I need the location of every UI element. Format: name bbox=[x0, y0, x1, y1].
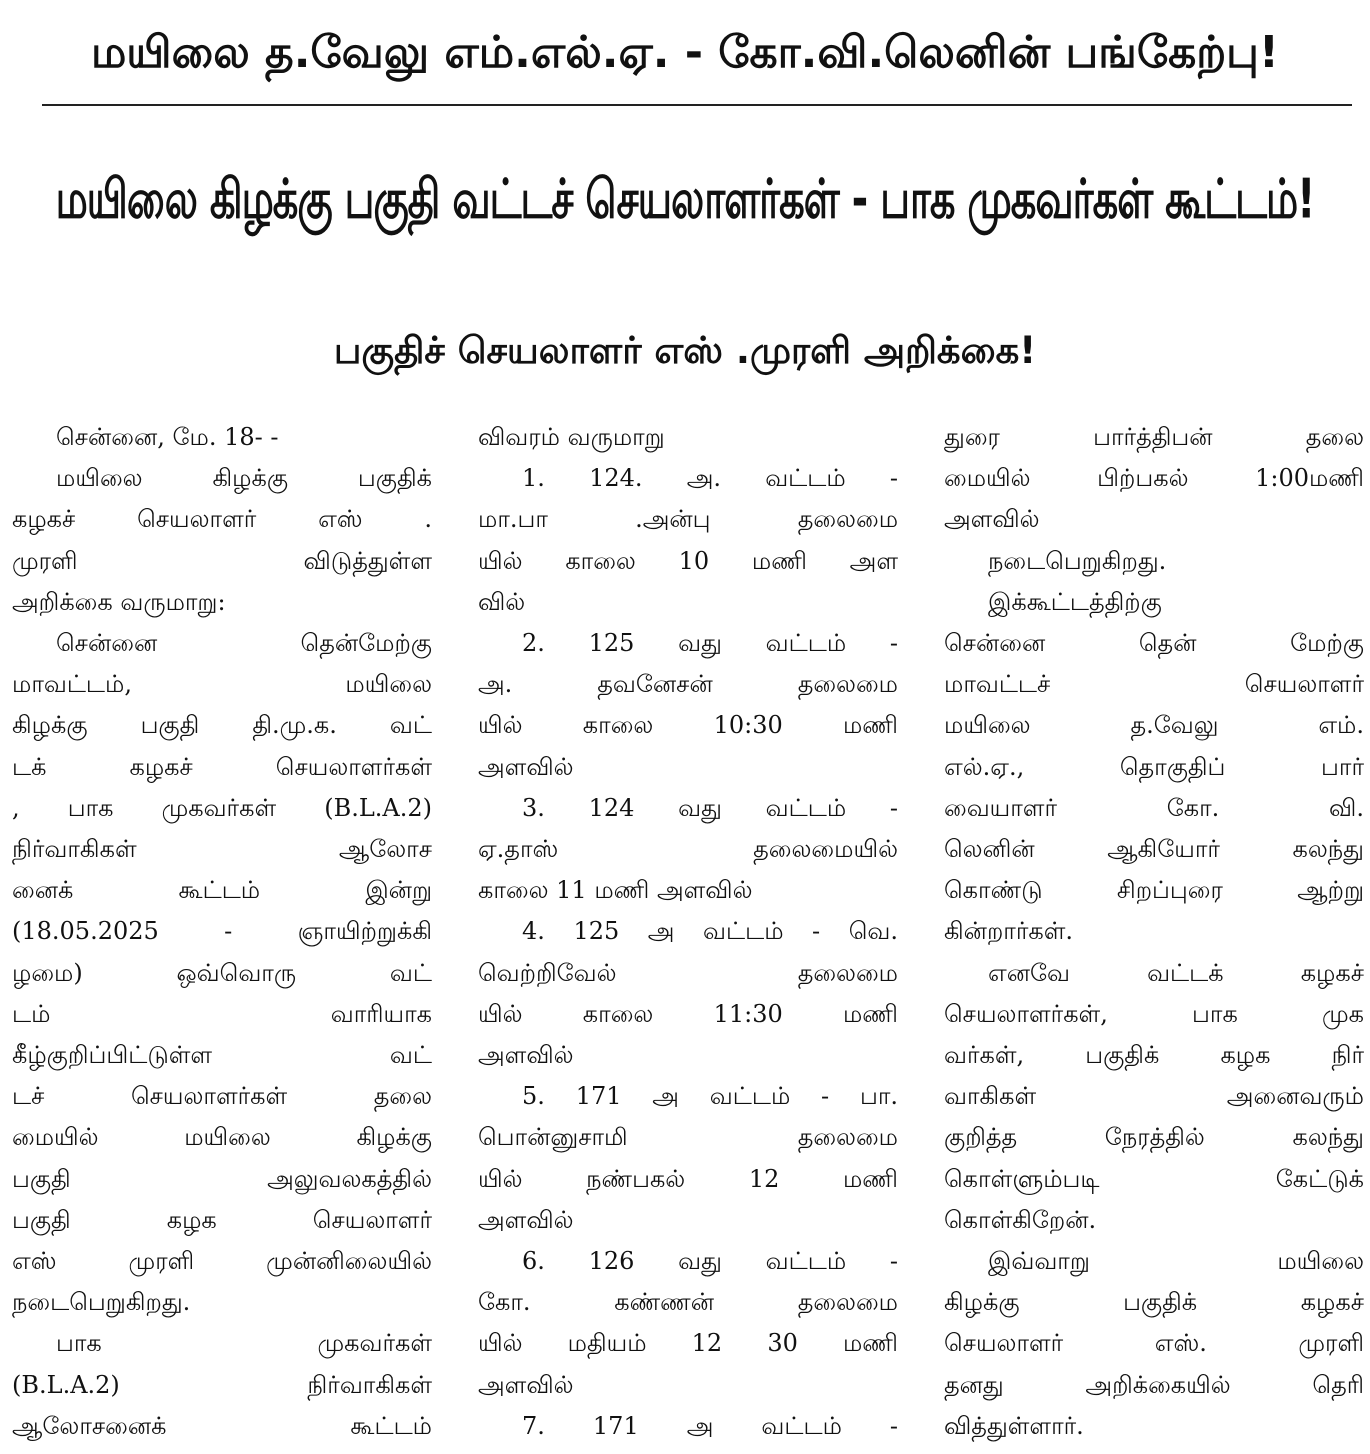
text-line: 7. 171 அ வட்டம் - bbox=[522, 1411, 898, 1440]
text-line: 6. 126 வது வட்டம் - bbox=[522, 1247, 898, 1276]
text-line: ழமை) ஒவ்வொரு வட் bbox=[12, 958, 432, 987]
text-line: வர்கள், பகுதிக் கழக நிர் bbox=[944, 1041, 1364, 1070]
headline-sub: பகுதிச் செயலாளர் எஸ் .முரளி அறிக்கை! bbox=[333, 329, 1037, 372]
text-line: கழகச் செயலாளர் எஸ் . bbox=[12, 505, 432, 534]
text-line: கீழ்குறிப்பிட்டுள்ள வட் bbox=[12, 1041, 432, 1070]
headline-line-1: மயிலை த.வேலு எம்.எல்.ஏ. - கோ.வி.லெனின் பங்கேற்பு! bbox=[91, 27, 1279, 78]
text-line: கொள்ளும்படி கேட்டுக் bbox=[944, 1164, 1364, 1193]
text-line: சென்னை தென்மேற்கு bbox=[56, 629, 432, 658]
text-line: அளவில் bbox=[478, 1041, 574, 1070]
text-line: வாகிகள் அனைவரும் bbox=[944, 1082, 1364, 1111]
text-line: மையில் மயிலை கிழக்கு bbox=[12, 1123, 432, 1152]
text-line: யில் காலை 10:30 மணி bbox=[478, 711, 898, 740]
text-line: வையாளர் கோ. வி. bbox=[944, 793, 1364, 822]
headline-main: மயிலை கிழக்கு பகுதி வட்டச் செயலாளர்கள் - பாக முகவர்கள் கூட்டம்! bbox=[55, 168, 1315, 232]
text-line: கொள்கிறேன். bbox=[944, 1205, 1097, 1234]
text-line: மயிலை த.வேலு எம். bbox=[944, 711, 1364, 740]
text-line: நிர்வாகிகள் ஆலோச bbox=[12, 835, 432, 864]
text-line: லெனின் ஆகியோர் கலந்து bbox=[944, 835, 1364, 864]
text-line: காலை 11 மணி அளவில் bbox=[478, 876, 753, 905]
text-line: 1. 124. அ. வட்டம் - bbox=[522, 464, 898, 493]
text-line: துரை பார்த்திபன் தலை bbox=[944, 423, 1364, 451]
text-line: ஏ.தாஸ் தலைமையில் bbox=[478, 835, 898, 864]
text-line: வெற்றிவேல் தலைமை bbox=[478, 958, 898, 987]
text-line: செயலாளர்கள், பாக முக bbox=[944, 999, 1364, 1028]
text-line: குறித்த நேரத்தில் கலந்து bbox=[944, 1123, 1364, 1152]
text-line: மா.பா .அன்பு தலைமை bbox=[478, 505, 898, 534]
text-line: எனவே வட்டக் கழகச் bbox=[988, 958, 1364, 987]
text-line: அளவில் bbox=[944, 505, 1040, 534]
text-line: கொண்டு சிறப்புரை ஆற்று bbox=[944, 876, 1364, 905]
text-line: யில் நண்பகல் 12 மணி bbox=[478, 1164, 898, 1193]
text-line: னைக் கூட்டம் இன்று bbox=[12, 876, 432, 905]
text-line: கிழக்கு பகுதி தி.மு.க. வட் bbox=[12, 711, 432, 740]
text-line: மாவட்டம், மயிலை bbox=[12, 670, 432, 699]
text-line: பகுதி அலுவலகத்தில் bbox=[12, 1164, 432, 1193]
text-line: அளவில் bbox=[478, 752, 574, 781]
text-line: நடைபெறுகிறது. bbox=[988, 546, 1167, 575]
text-line: முரளி விடுத்துள்ள bbox=[12, 546, 432, 575]
text-line: பொன்னுசாமி தலைமை bbox=[478, 1123, 898, 1152]
text-line: இவ்வாறு மயிலை bbox=[988, 1247, 1364, 1276]
text-line: இக்கூட்டத்திற்கு bbox=[988, 587, 1162, 616]
text-line: கோ. கண்ணன் தலைமை bbox=[478, 1288, 898, 1317]
article-column-3 bbox=[944, 417, 1364, 1447]
text-line: வில் bbox=[478, 587, 526, 616]
text-line: டச் செயலாளர்கள் தலை bbox=[12, 1082, 432, 1111]
text-line: தனது அறிக்கையில் தெரி bbox=[944, 1370, 1364, 1399]
text-line: சென்னை தென் மேற்கு bbox=[944, 629, 1364, 658]
text-line: பாக முகவர்கள் bbox=[56, 1329, 432, 1358]
text-line: 3. 124 வது வட்டம் - bbox=[522, 793, 898, 822]
text-line: ஆலோசனைக் கூட்டம் bbox=[12, 1411, 432, 1440]
text-line: , பாக முகவர்கள் (B.L.A.2) bbox=[12, 793, 432, 822]
text-line: நடைபெறுகிறது. bbox=[12, 1288, 191, 1317]
text-line: 5. 171 அ வட்டம் - பா. bbox=[522, 1082, 898, 1111]
text-line: அ. தவனேசன் தலைமை bbox=[478, 670, 898, 699]
text-line: 2. 125 வது வட்டம் - bbox=[522, 629, 898, 658]
text-line: வித்துள்ளார். bbox=[944, 1411, 1084, 1440]
text-line: டம் வாரியாக bbox=[12, 999, 432, 1028]
text-line: (B.L.A.2) நிர்வாகிகள் bbox=[12, 1370, 432, 1399]
text-line: யில் மதியம் 12 30 மணி bbox=[478, 1329, 898, 1358]
text-line: மாவட்டச் செயலாளர் bbox=[944, 670, 1364, 699]
text-line: செயலாளர் எஸ். முரளி bbox=[944, 1329, 1364, 1358]
text-line: எல்.ஏ., தொகுதிப் பார் bbox=[944, 752, 1364, 781]
text-line: அளவில் bbox=[478, 1370, 574, 1399]
text-line: மையில் பிற்பகல் 1:00மணி bbox=[944, 464, 1364, 493]
text-line: பகுதி கழக செயலாளர் bbox=[12, 1205, 432, 1234]
text-line: டக் கழகச் செயலாளர்கள் bbox=[12, 752, 432, 781]
text-line: கிழக்கு பகுதிக் கழகச் bbox=[944, 1288, 1364, 1317]
text-line: யில் காலை 10 மணி அள bbox=[478, 546, 898, 575]
text-line: சென்னை, மே. 18- - bbox=[56, 423, 279, 451]
text-line: (18.05.2025 - ஞாயிற்றுக்கி bbox=[12, 917, 432, 946]
article-column-2 bbox=[478, 417, 898, 1447]
text-line: கின்றார்கள். bbox=[944, 917, 1073, 946]
text-line: அறிக்கை வருமாறு: bbox=[12, 587, 226, 616]
article-column-1 bbox=[12, 417, 432, 1447]
text-line: விவரம் வருமாறு bbox=[478, 423, 665, 451]
text-line: 4. 125 அ வட்டம் - வெ. bbox=[522, 917, 898, 946]
text-line: அளவில் bbox=[478, 1205, 574, 1234]
text-line: எஸ் முரளி முன்னிலையில் bbox=[12, 1247, 432, 1276]
text-line: மயிலை கிழக்கு பகுதிக் bbox=[56, 464, 432, 493]
headline-divider bbox=[42, 104, 1352, 106]
text-line: யில் காலை 11:30 மணி bbox=[478, 999, 898, 1028]
